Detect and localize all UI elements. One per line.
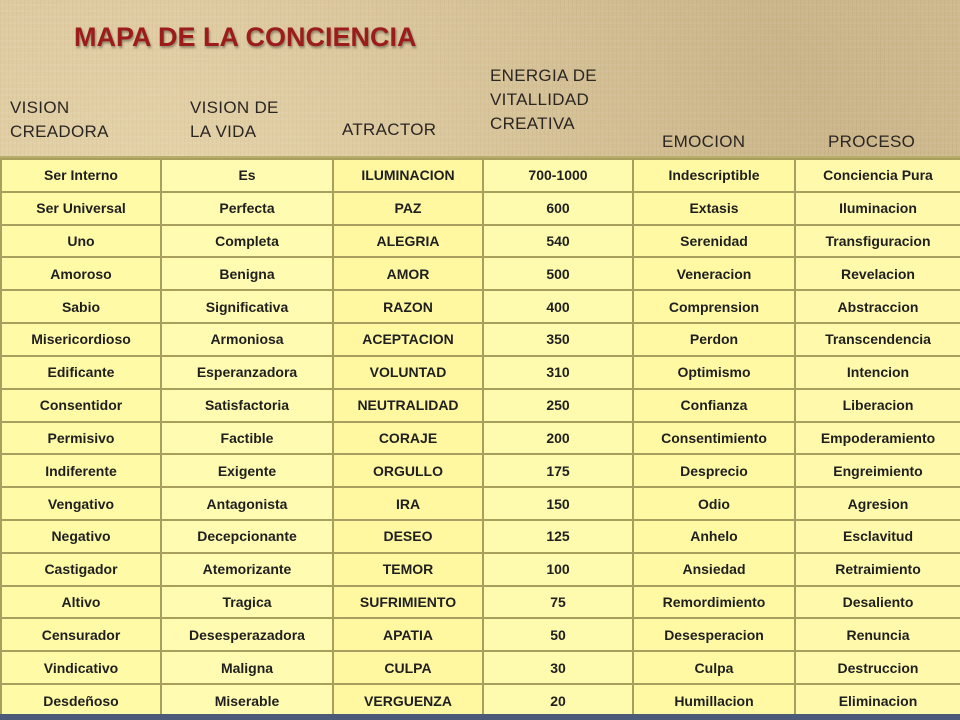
cell-atractor: TEMOR — [333, 553, 483, 586]
cell-atractor: CULPA — [333, 651, 483, 684]
cell-atractor: DESEO — [333, 520, 483, 553]
cell-emocion: Perdon — [633, 323, 795, 356]
cell-energia: 150 — [483, 487, 633, 520]
cell-atractor: AMOR — [333, 257, 483, 290]
cell-vision-vida: Significativa — [161, 290, 333, 323]
cell-energia: 250 — [483, 389, 633, 422]
cell-vision-creadora: Permisivo — [1, 422, 161, 455]
cell-proceso: Transfiguracion — [795, 225, 960, 258]
table-row — [1, 356, 960, 389]
cell-vision-vida: Completa — [161, 225, 333, 258]
cell-emocion: Anhelo — [633, 520, 795, 553]
cell-emocion: Comprension — [633, 290, 795, 323]
table-row — [1, 422, 960, 455]
cell-vision-vida: Benigna — [161, 257, 333, 290]
cell-vision-vida: Perfecta — [161, 192, 333, 225]
cell-vision-vida: Exigente — [161, 454, 333, 487]
table-row — [1, 553, 960, 586]
cell-energia: 200 — [483, 422, 633, 455]
cell-atractor: ORGULLO — [333, 454, 483, 487]
table-row — [1, 586, 960, 619]
table-row — [1, 618, 960, 651]
cell-energia: 540 — [483, 225, 633, 258]
cell-atractor: ACEPTACION — [333, 323, 483, 356]
cell-energia: 500 — [483, 257, 633, 290]
cell-proceso: Transcendencia — [795, 323, 960, 356]
cell-emocion: Confianza — [633, 389, 795, 422]
cell-proceso: Destruccion — [795, 651, 960, 684]
cell-proceso: Retraimiento — [795, 553, 960, 586]
cell-atractor: SUFRIMIENTO — [333, 586, 483, 619]
cell-energia: 400 — [483, 290, 633, 323]
cell-emocion: Desesperacion — [633, 618, 795, 651]
header-vision-vida: VISION DE LA VIDA — [190, 98, 279, 141]
bottom-edge — [0, 714, 960, 720]
cell-proceso: Empoderamiento — [795, 422, 960, 455]
cell-proceso: Intencion — [795, 356, 960, 389]
cell-vision-vida: Es — [161, 159, 333, 192]
cell-energia: 50 — [483, 618, 633, 651]
cell-atractor: VERGUENZA — [333, 684, 483, 717]
cell-vision-creadora: Castigador — [1, 553, 161, 586]
cell-energia: 175 — [483, 454, 633, 487]
cell-proceso: Abstraccion — [795, 290, 960, 323]
cell-vision-creadora: Vengativo — [1, 487, 161, 520]
cell-energia: 125 — [483, 520, 633, 553]
table-row — [1, 225, 960, 258]
cell-proceso: Iluminacion — [795, 192, 960, 225]
cell-atractor: VOLUNTAD — [333, 356, 483, 389]
cell-atractor: CORAJE — [333, 422, 483, 455]
header-proceso: PROCESO — [828, 132, 916, 151]
page-title: MAPA DE LA CONCIENCIA — [74, 22, 417, 52]
cell-vision-creadora: Vindicativo — [1, 651, 161, 684]
cell-vision-vida: Miserable — [161, 684, 333, 717]
cell-emocion: Veneracion — [633, 257, 795, 290]
cell-proceso: Conciencia Pura — [795, 159, 960, 192]
cell-vision-vida: Maligna — [161, 651, 333, 684]
table-row — [1, 389, 960, 422]
table-row — [1, 651, 960, 684]
consciousness-grid — [0, 158, 960, 718]
cell-energia: 20 — [483, 684, 633, 717]
cell-energia: 30 — [483, 651, 633, 684]
cell-vision-vida: Tragica — [161, 586, 333, 619]
cell-atractor: NEUTRALIDAD — [333, 389, 483, 422]
cell-vision-creadora: Amoroso — [1, 257, 161, 290]
table-body — [1, 159, 960, 717]
cell-vision-vida: Esperanzadora — [161, 356, 333, 389]
cell-proceso: Liberacion — [795, 389, 960, 422]
cell-emocion: Optimismo — [633, 356, 795, 389]
cell-vision-creadora: Ser Interno — [1, 159, 161, 192]
cell-vision-creadora: Misericordioso — [1, 323, 161, 356]
cell-atractor: IRA — [333, 487, 483, 520]
cell-emocion: Consentimiento — [633, 422, 795, 455]
cell-vision-vida: Armoniosa — [161, 323, 333, 356]
cell-energia: 350 — [483, 323, 633, 356]
cell-emocion: Indescriptible — [633, 159, 795, 192]
cell-proceso: Renuncia — [795, 618, 960, 651]
cell-vision-creadora: Negativo — [1, 520, 161, 553]
cell-vision-vida: Decepcionante — [161, 520, 333, 553]
header-atractor: ATRACTOR — [342, 120, 437, 139]
cell-energia: 600 — [483, 192, 633, 225]
cell-vision-creadora: Censurador — [1, 618, 161, 651]
cell-vision-vida: Antagonista — [161, 487, 333, 520]
cell-vision-vida: Factible — [161, 422, 333, 455]
cell-emocion: Serenidad — [633, 225, 795, 258]
cell-vision-creadora: Ser Universal — [1, 192, 161, 225]
table-row — [1, 257, 960, 290]
cell-energia: 100 — [483, 553, 633, 586]
cell-vision-creadora: Edificante — [1, 356, 161, 389]
table-row — [1, 323, 960, 356]
table-row — [1, 487, 960, 520]
cell-emocion: Odio — [633, 487, 795, 520]
cell-vision-creadora: Uno — [1, 225, 161, 258]
cell-proceso: Desaliento — [795, 586, 960, 619]
cell-vision-vida: Atemorizante — [161, 553, 333, 586]
cell-energia: 310 — [483, 356, 633, 389]
table-row — [1, 684, 960, 717]
consciousness-table — [0, 156, 960, 720]
cell-vision-vida: Desesperazadora — [161, 618, 333, 651]
cell-atractor: APATIA — [333, 618, 483, 651]
cell-atractor: PAZ — [333, 192, 483, 225]
header-vision-creadora: VISION CREADORA — [10, 98, 109, 141]
cell-proceso: Revelacion — [795, 257, 960, 290]
cell-vision-creadora: Sabio — [1, 290, 161, 323]
cell-vision-creadora: Desdeñoso — [1, 684, 161, 717]
cell-emocion: Ansiedad — [633, 553, 795, 586]
cell-proceso: Esclavitud — [795, 520, 960, 553]
cell-proceso: Eliminacion — [795, 684, 960, 717]
cell-energia: 75 — [483, 586, 633, 619]
header-emocion: EMOCION — [662, 132, 746, 151]
table-row — [1, 454, 960, 487]
table-row — [1, 192, 960, 225]
cell-vision-creadora: Altivo — [1, 586, 161, 619]
header-energia: ENERGIA DE VITALLIDAD CREATIVA — [490, 66, 597, 133]
cell-atractor: ILUMINACION — [333, 159, 483, 192]
cell-emocion: Remordimiento — [633, 586, 795, 619]
table-row — [1, 520, 960, 553]
cell-atractor: ALEGRIA — [333, 225, 483, 258]
cell-vision-creadora: Indiferente — [1, 454, 161, 487]
cell-proceso: Engreimiento — [795, 454, 960, 487]
cell-proceso: Agresion — [795, 487, 960, 520]
cell-emocion: Culpa — [633, 651, 795, 684]
cell-emocion: Humillacion — [633, 684, 795, 717]
cell-emocion: Desprecio — [633, 454, 795, 487]
cell-energia: 700-1000 — [483, 159, 633, 192]
table-row — [1, 159, 960, 192]
table-row — [1, 290, 960, 323]
cell-vision-vida: Satisfactoria — [161, 389, 333, 422]
cell-emocion: Extasis — [633, 192, 795, 225]
cell-atractor: RAZON — [333, 290, 483, 323]
cell-vision-creadora: Consentidor — [1, 389, 161, 422]
